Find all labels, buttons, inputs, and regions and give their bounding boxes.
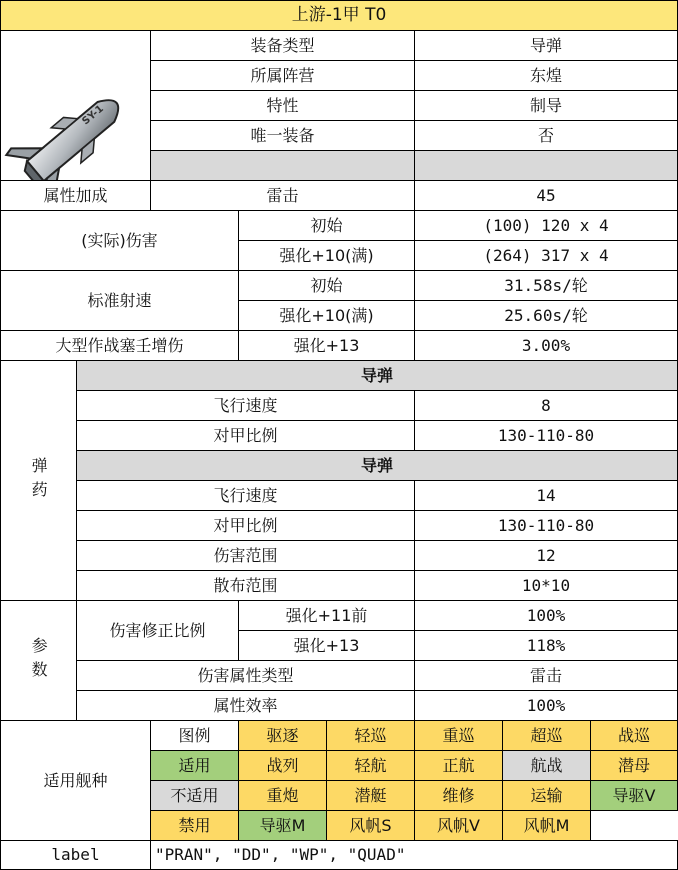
ship-type-cell xyxy=(326,720,415,751)
ammo-value xyxy=(414,390,678,421)
ship-type-cell xyxy=(502,750,591,781)
info-value-text: 东煌 xyxy=(529,65,562,85)
ship-type-text: 禁用 xyxy=(178,815,211,835)
params-eff-value-text: 100% xyxy=(526,695,566,715)
ship-type-cell xyxy=(238,780,327,811)
rate-value xyxy=(414,300,678,331)
damage-stage-text: 强化+10(满) xyxy=(279,245,374,265)
ship-type-cell xyxy=(590,780,678,811)
label-key-text: label xyxy=(51,845,100,865)
ship-type-cell xyxy=(326,780,415,811)
ship-type-text: 战巡 xyxy=(617,725,650,745)
rate-value-text: 31.58s/轮 xyxy=(504,275,588,295)
ship-type-text: 风帆S xyxy=(349,815,392,835)
damage-stage-text: 初始 xyxy=(310,215,343,235)
params-eff-key xyxy=(76,690,415,721)
info-key-text: 装备类型 xyxy=(250,35,315,55)
damage-label-text: (实际)伤害 xyxy=(81,230,158,250)
ship-type-cell xyxy=(502,780,591,811)
title-text: 上游-1甲 T0 xyxy=(291,5,387,26)
info-key-text: 唯一装备 xyxy=(250,125,315,145)
label-value xyxy=(150,840,678,870)
params-type-key-text: 伤害属性类型 xyxy=(197,665,294,685)
ships-label xyxy=(0,720,151,841)
ship-legend-cell xyxy=(150,810,239,841)
info-key-text: 特性 xyxy=(266,95,299,115)
params-eff-value xyxy=(414,690,678,721)
siren-value-text: 3.00% xyxy=(521,335,571,355)
params-type-key xyxy=(76,660,415,691)
ship-type-text: 不适用 xyxy=(170,785,219,805)
info-value xyxy=(414,30,678,61)
damage-value xyxy=(414,240,678,271)
label-value-text: "PRAN", "DD", "WP", "QUAD" xyxy=(155,845,406,865)
ammo-key-text: 飞行速度 xyxy=(213,485,278,505)
params-mod-stage xyxy=(238,600,415,631)
ships-label-text: 适用舰种 xyxy=(43,770,108,790)
ship-type-cell xyxy=(238,720,327,751)
ammo-value xyxy=(414,510,678,541)
ship-type-cell xyxy=(502,720,591,751)
siren-stage-text: 强化+13 xyxy=(293,335,360,355)
bonus-label-text: 属性加成 xyxy=(43,185,108,205)
ammo-value xyxy=(414,420,678,451)
bonus-label xyxy=(0,180,151,211)
page-title xyxy=(0,0,678,31)
params-mod-stage-text: 强化+13 xyxy=(293,635,360,655)
damage-label xyxy=(0,210,239,271)
ammo-label xyxy=(0,360,77,601)
params-mod-stage-text: 强化+11前 xyxy=(285,605,368,625)
info-key xyxy=(150,120,415,151)
bonus-value-text: 45 xyxy=(536,185,556,205)
damage-value-text: (100) 120 x 4 xyxy=(483,215,609,235)
ammo-group-name: 导弹 xyxy=(360,455,393,475)
ship-type-text: 维修 xyxy=(442,785,475,805)
info-value xyxy=(414,90,678,121)
ammo-value-text: 12 xyxy=(536,545,556,565)
info-key xyxy=(150,90,415,121)
ship-type-text: 导驱M xyxy=(259,815,306,835)
empty-cell xyxy=(414,150,678,181)
ammo-value-text: 8 xyxy=(541,395,551,415)
ship-type-text: 风帆V xyxy=(437,815,480,835)
ammo-label-text: 弹药 xyxy=(29,456,49,505)
ammo-value xyxy=(414,480,678,511)
ammo-key-text: 飞行速度 xyxy=(213,395,278,415)
ship-type-text: 战列 xyxy=(266,755,299,775)
siren-label xyxy=(0,330,239,361)
ammo-key-text: 对甲比例 xyxy=(213,515,278,535)
ammo-key-text: 散布范围 xyxy=(213,575,278,595)
info-value-text: 否 xyxy=(537,125,554,145)
ammo-key xyxy=(76,480,415,511)
ammo-group-name: 导弹 xyxy=(360,365,393,385)
ship-type-text: 轻巡 xyxy=(354,725,387,745)
ship-type-text: 重巡 xyxy=(442,725,475,745)
params-mod-value xyxy=(414,630,678,661)
ship-legend-cell xyxy=(150,720,239,751)
ammo-key xyxy=(76,420,415,451)
params-label-text: 参数 xyxy=(29,636,49,685)
ammo-key xyxy=(76,540,415,571)
ship-type-text: 潜母 xyxy=(617,755,650,775)
damage-value-text: (264) 317 x 4 xyxy=(483,245,609,265)
missile-icon xyxy=(3,64,149,181)
info-key xyxy=(150,60,415,91)
empty-cell xyxy=(150,150,415,181)
ship-type-cell xyxy=(326,750,415,781)
ship-type-text: 适用 xyxy=(178,755,211,775)
rate-label xyxy=(0,270,239,331)
ship-type-text: 风帆M xyxy=(523,815,570,835)
params-label xyxy=(0,600,77,721)
rate-label-text: 标准射速 xyxy=(87,290,152,310)
ammo-value-text: 10*10 xyxy=(521,575,571,595)
ammo-value-text: 14 xyxy=(536,485,556,505)
info-key-text: 所属阵营 xyxy=(250,65,315,85)
label-key xyxy=(0,840,151,870)
siren-value xyxy=(414,330,678,361)
damage-stage xyxy=(238,210,415,241)
ship-type-text: 导驱V xyxy=(612,785,656,805)
rate-stage-text: 强化+10(满) xyxy=(279,305,374,325)
ship-type-text: 轻航 xyxy=(354,755,387,775)
ship-type-text: 重炮 xyxy=(266,785,299,805)
info-value-text: 导弹 xyxy=(529,35,562,55)
ship-type-text: 运输 xyxy=(530,785,563,805)
params-mod-label-text: 伤害修正比例 xyxy=(109,620,206,640)
ship-type-cell xyxy=(414,750,503,781)
rate-value-text: 25.60s/轮 xyxy=(504,305,588,325)
params-mod-value xyxy=(414,600,678,631)
bonus-stat-text: 雷击 xyxy=(266,185,299,205)
ammo-group-header xyxy=(76,450,678,481)
params-mod-value-text: 118% xyxy=(526,635,566,655)
params-mod-stage xyxy=(238,630,415,661)
params-type-value-text: 雷击 xyxy=(529,665,562,685)
ship-type-cell xyxy=(238,750,327,781)
info-value xyxy=(414,120,678,151)
image-cell xyxy=(0,30,151,181)
ship-type-cell xyxy=(326,810,415,841)
ammo-key-text: 对甲比例 xyxy=(213,425,278,445)
rate-stage xyxy=(238,300,415,331)
rate-value xyxy=(414,270,678,301)
params-type-value xyxy=(414,660,678,691)
ship-type-text: 驱逐 xyxy=(266,725,299,745)
ship-type-cell xyxy=(414,780,503,811)
bonus-stat xyxy=(150,180,415,211)
ship-type-text: 航战 xyxy=(530,755,563,775)
ship-type-cell xyxy=(502,810,591,841)
ammo-value-text: 130-110-80 xyxy=(497,515,595,535)
ammo-key xyxy=(76,570,415,601)
ship-type-cell xyxy=(238,810,327,841)
ship-type-cell xyxy=(590,750,678,781)
info-value xyxy=(414,60,678,91)
rate-stage xyxy=(238,270,415,301)
siren-label-text: 大型作战塞壬增伤 xyxy=(55,335,184,355)
ammo-value xyxy=(414,570,678,601)
ammo-value xyxy=(414,540,678,571)
ship-type-cell xyxy=(414,810,503,841)
params-eff-key-text: 属性效率 xyxy=(213,695,278,715)
damage-stage xyxy=(238,240,415,271)
info-value-text: 制导 xyxy=(529,95,562,115)
ship-type-text: 超巡 xyxy=(530,725,563,745)
ammo-value-text: 130-110-80 xyxy=(497,425,595,445)
ship-type-text: 图例 xyxy=(178,725,211,745)
ship-type-cell xyxy=(414,720,503,751)
ammo-key-text: 伤害范围 xyxy=(213,545,278,565)
info-key xyxy=(150,30,415,61)
rate-stage-text: 初始 xyxy=(310,275,343,295)
ship-legend-cell xyxy=(150,750,239,781)
ammo-key xyxy=(76,510,415,541)
damage-value xyxy=(414,210,678,241)
ship-type-cell xyxy=(590,720,678,751)
ammo-key xyxy=(76,390,415,421)
ammo-group-header xyxy=(76,360,678,391)
missile-marking: SY-1 xyxy=(80,103,106,128)
siren-stage xyxy=(238,330,415,361)
ship-type-text: 潜艇 xyxy=(354,785,387,805)
ship-legend-cell xyxy=(150,780,239,811)
bonus-value xyxy=(414,180,678,211)
ship-type-text: 正航 xyxy=(442,755,475,775)
params-mod-label xyxy=(76,600,239,661)
params-mod-value-text: 100% xyxy=(526,605,566,625)
